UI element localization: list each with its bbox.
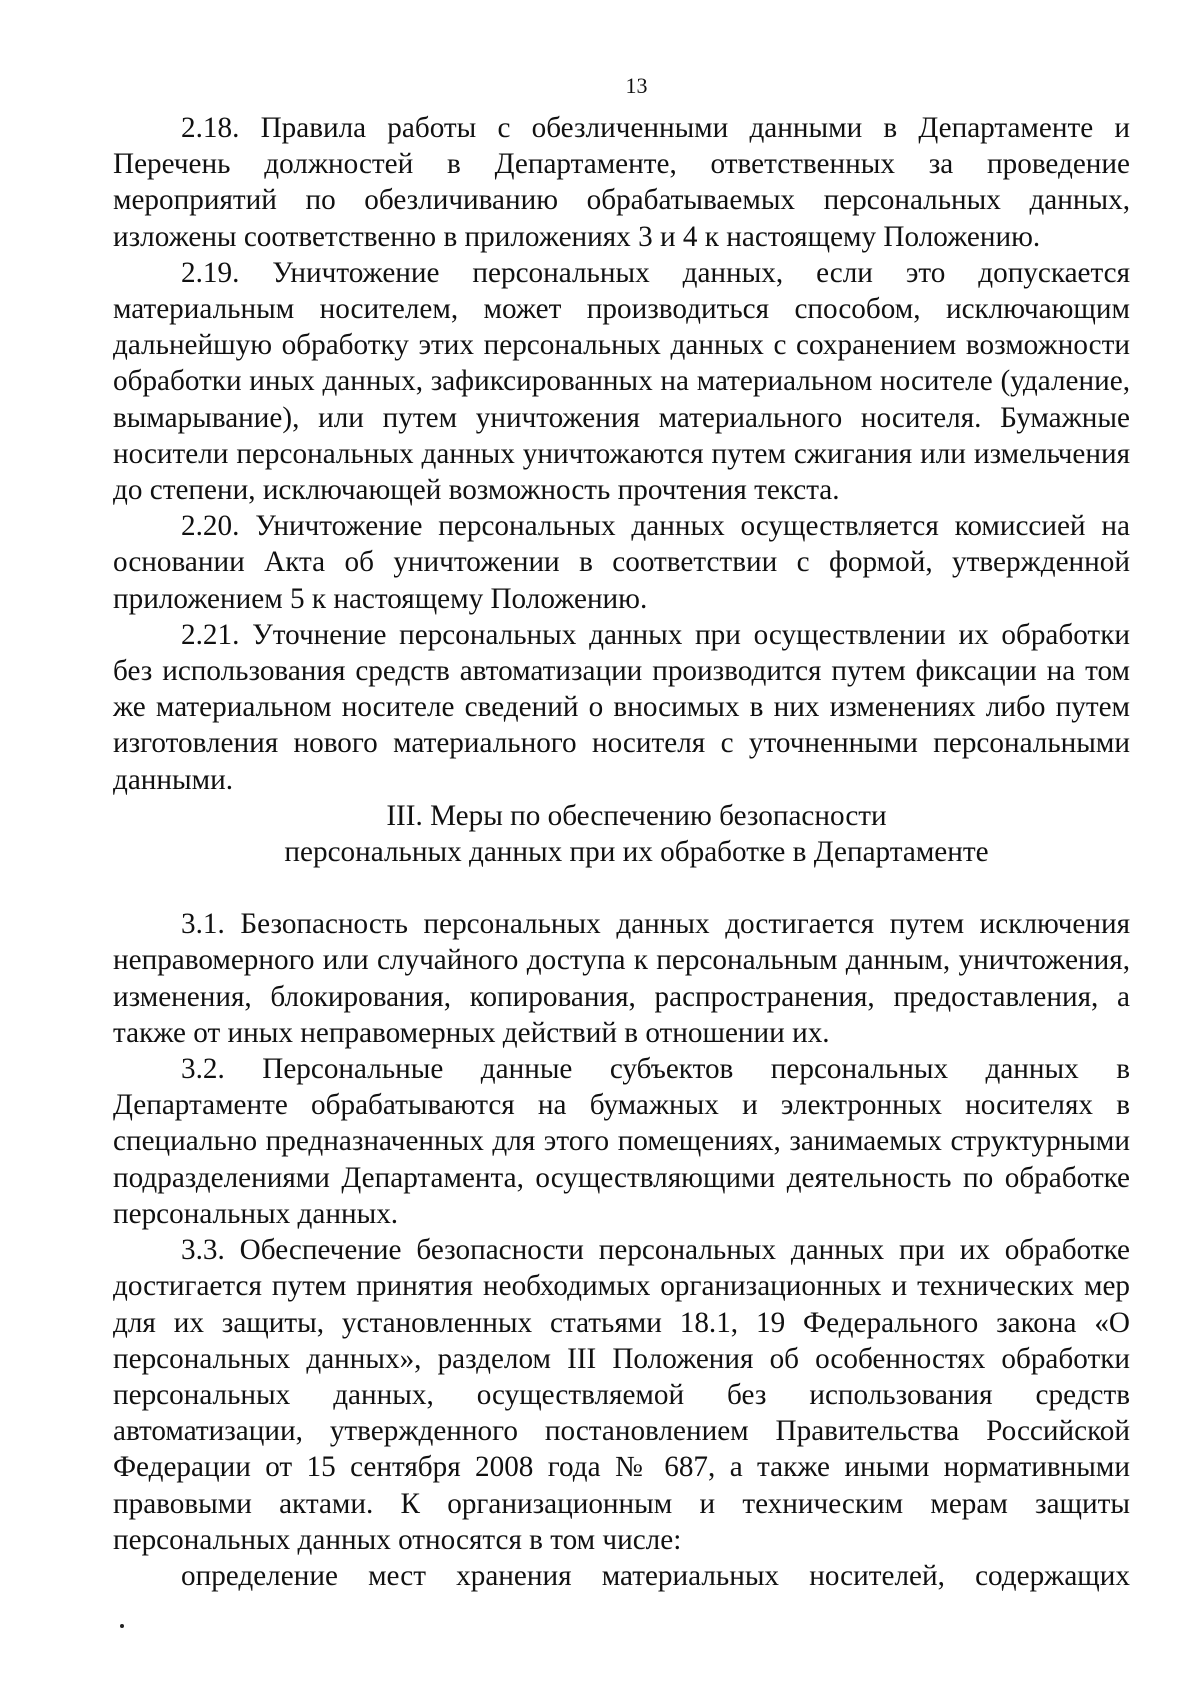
section-heading-line-1: III. Меры по обеспечению безопасности (386, 799, 887, 832)
section-heading (113, 798, 1130, 870)
paragraph-3-1: 3.1. Безопасность персональных данных достигается путем исключения неправомерного или случайного доступа к персональным данным, уничтожения, изменения, блокирования, копирования, распространения, предоставления, а также от иных неправомерных действий в отношении их. (113, 908, 1130, 1049)
document-page (113, 72, 1130, 1594)
paragraph-3-3: 3.3. Обеспечение безопасности персональных данных при их обработке достигается путем принятия необходимых организационных и технических мер для их защиты, установленных статьями 18.1, 19 Федерального закона «О персональных данных», разделом III Положения об особенностях обработки персональных данных, осуществляемой без использования средств автоматизации, утвержденного постановлением Правительства Российской Федерации от 15 сентября 2008 года № 687, а также иными нормативными правовыми актами. К организационным и техническим мерам защиты персональных данных относятся в том числе: (113, 1234, 1130, 1556)
scan-speck (120, 1624, 124, 1628)
paragraph-measure-1: определение мест хранения материальных носителей, содержащих (181, 1559, 1130, 1592)
page-number: 13 (625, 73, 648, 98)
paragraph-2-20: 2.20. Уничтожение персональных данных осуществляется комиссией на основании Акта об уничтожении в соответствии с формой, утвержденной приложением 5 к настоящему Положению. (113, 510, 1130, 615)
paragraph-2-21: 2.21. Уточнение персональных данных при осуществлении их обработки без использования средств автоматизации производится путем фиксации на том же материальном носителе сведений о вносимых в них изменениях либо путем изготовления нового материального носителя с уточненными персональными данными. (113, 618, 1130, 796)
paragraph-3-2: 3.2. Персональные данные субъектов персональных данных в Департаменте обрабатываются на бумажных и электронных носителях в специально предназначенных для этого помещениях, занимаемых структурными подразделениями Департамента, осуществляющими деятельность по обработке персональных данных. (113, 1053, 1130, 1230)
section-heading-line-2: персональных данных при их обработке в Департаменте (284, 836, 989, 869)
paragraph-2-19: 2.19. Уничтожение персональных данных, если это допускается материальным носителем, может производиться способом, исключающим дальнейшую обработку этих персональных данных с сохранением возможности обработки иных данных, зафиксированных на материальном носителе (удаление, вымарывание), или путем уничтожения материального носителя. Бумажные носители персональных данных уничтожаются путем сжигания или измельчения до степени, исключающей возможность прочтения текста. (113, 256, 1130, 507)
paragraph-2-18: 2.18. Правила работы с обезличенными данными в Департаменте и Перечень должностей в Департаменте, ответственных за проведение мероприятий по обезличиванию обрабатываемых персональных данных, изложены соответственно в приложениях 3 и 4 к настоящему Положению. (113, 112, 1130, 253)
